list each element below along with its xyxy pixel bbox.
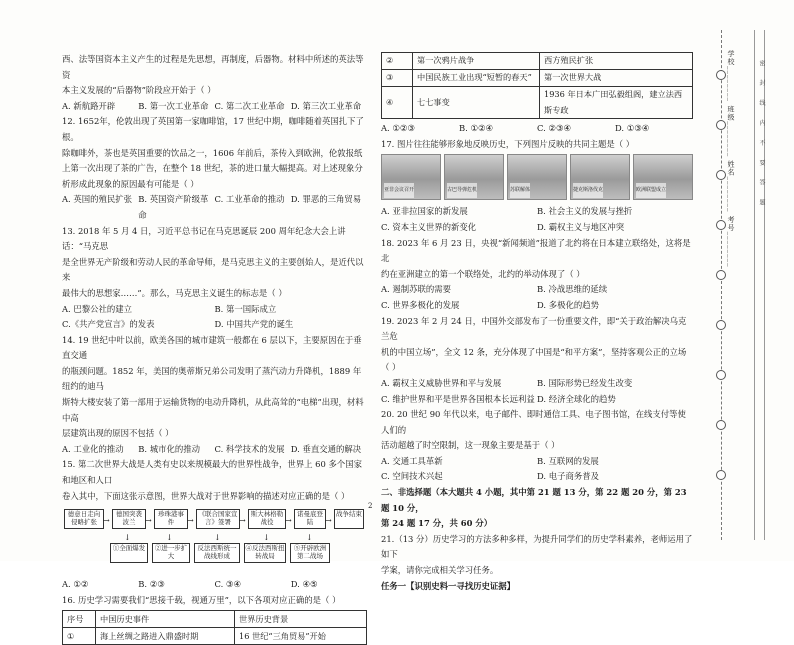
flow-box: 珍珠港事件 <box>154 509 188 529</box>
option: B. 社会主义的发展与挫折 <box>537 206 633 217</box>
flow-box: 斯大林格勒战役 <box>248 509 286 529</box>
q16-options <box>381 121 693 137</box>
arrow-icon: → <box>103 516 110 526</box>
historical-photo <box>507 154 567 200</box>
flow-result-box: ②进一步扩大 <box>152 543 190 563</box>
q12-text-line: 上第一次出现了茶的广告，在整个 18 世纪，茶的进口量大幅提高。对上述现象分 <box>62 163 363 174</box>
photo-caption: 捷克斯洛伐克 <box>573 183 603 199</box>
q11-text-line: 本主义发展的“后器物”阶段应开始于（ ） <box>62 85 216 96</box>
table-cell: 海上丝绸之路进入鼎盛时期 <box>96 628 235 645</box>
table-cell: ② <box>382 53 413 70</box>
option: D. 中国共产党的诞生 <box>214 319 294 330</box>
photo-caption: 欧洲联盟成立 <box>636 183 666 199</box>
historical-photo <box>633 154 693 200</box>
option: A. ①②③ <box>381 123 415 134</box>
q13-text-line: 是全世界无产阶级和劳动人民的革命导师，是马克思主义的主要创始人，是近代以来 <box>62 256 364 283</box>
q21-text-line: 学案，请你完成相关学习任务。 <box>381 565 499 576</box>
binding-hole-icon <box>716 420 726 430</box>
table-cell: ① <box>63 628 96 645</box>
q19-options <box>381 376 693 407</box>
option: C. 资本主义世界的新变化 <box>381 221 477 232</box>
option: A. ①② <box>62 579 89 590</box>
binding-hole-icon <box>716 270 726 280</box>
arrow-down-icon: ↓ <box>306 533 313 543</box>
q16-table-continued <box>381 52 693 119</box>
flow-box: 德意日走向侵略扩张 <box>64 509 104 529</box>
q18-options <box>381 282 693 313</box>
q16-table <box>62 610 367 645</box>
left-column <box>62 52 367 645</box>
option: A. 工业化的推动 <box>62 443 124 454</box>
table-cell: 七七事变 <box>413 87 540 119</box>
photo-caption: 苏联解体 <box>510 183 530 199</box>
q14-text-line: 斯特大楼安装了第一部用于运输货物的电动升降机，从此高耸的“电梯”出现，材料中高 <box>62 397 364 423</box>
option: B. 冷战思维的延续 <box>537 284 608 295</box>
option: D. 第三次工业革命 <box>290 100 362 111</box>
q18-text-line: 约在亚洲建立的第一个联络处，北约的举动体现了（ ） <box>381 268 585 279</box>
arrow-icon: → <box>239 516 246 526</box>
table-cell: 第一次世界大战 <box>540 70 693 87</box>
q14-text-line: 层建筑出现的原因不包括（ ） <box>62 428 174 439</box>
table-header-cell: 序号 <box>63 611 96 628</box>
flow-box: 战争结束 <box>334 509 364 529</box>
option: B. ①②④ <box>459 123 494 134</box>
option: A. 霸权主义威胁世界和平与发展 <box>381 377 502 388</box>
arrow-down-icon: ↓ <box>263 533 270 543</box>
option: D. ④⑤ <box>290 579 318 590</box>
seal-warning: 密 封 线 内 不 要 答 题 <box>758 60 765 212</box>
option: D. 垂直交通的解决 <box>290 443 362 454</box>
q20-options <box>381 454 693 485</box>
option: B. 第一次工业革命 <box>138 100 209 111</box>
margin-line <box>754 30 755 540</box>
q15-text-line: 15. 第二次世界大战是人类有史以来规模最大的世界性战争，世界上 60 多个国家和地区和人口 <box>62 459 362 486</box>
q18-text-line: 18. 2023 年 6 月 23 日，央视“新闻频道”报道了北约将在日本建立联络处，这将是北 <box>381 237 691 264</box>
arrow-down-icon: ↓ <box>124 533 131 543</box>
student-info-labels: 学校________ 班级________ 姓名________ 考号________ <box>727 50 735 268</box>
binding-hole-icon <box>716 170 726 180</box>
option: D. 经济全球化的趋势 <box>537 393 616 404</box>
table-row <box>382 87 693 119</box>
option: D. 多极化的趋势 <box>537 299 599 310</box>
option: C. 空间技术兴起 <box>381 471 443 482</box>
arrow-icon: → <box>187 516 194 526</box>
binding-hole-icon <box>716 70 726 80</box>
arrow-icon: → <box>325 516 332 526</box>
q12-text-line: 12. 1652年，伦敦出现了英国第一家咖啡馆，17 世纪中期，咖啡随着英国扎下了根。 <box>62 116 364 142</box>
option: C. 工业革命的推动 <box>214 194 285 205</box>
q17-options <box>381 204 693 235</box>
q16-text-line: 16. 历史学习需要我们“思接千载，视通万里”，以下各项对应正确的是（ ） <box>62 594 341 605</box>
table-row <box>63 628 367 645</box>
option: B. ②③ <box>138 579 165 590</box>
seal-line <box>721 30 722 540</box>
table-header-row <box>63 611 367 628</box>
section-title: 第 24 题 17 分，共 60 分） <box>381 518 493 529</box>
table-row <box>382 53 693 70</box>
ww2-flow-diagram <box>62 507 367 573</box>
task-heading: 任务一【识别史料一寻找历史证据】 <box>381 580 515 591</box>
q12-options <box>62 192 367 223</box>
q11-text-line: 西、法等国资本主义产生的过程是先思想，再制度，后器物。材料中所述的英法等资 <box>62 54 364 80</box>
q14-text-line: 14. 19 世纪中叶以前，欧美各国的城市建筑一般都在 6 层以下，主要原因在于垂直交通 <box>62 334 362 361</box>
option: A. 新航路开辟 <box>62 100 116 111</box>
historical-photo <box>570 154 630 200</box>
historical-photo <box>381 154 441 200</box>
option: C. 维护世界和平是世界各国根本长远利益 <box>381 393 535 404</box>
option: B. 互联网的发展 <box>537 455 599 466</box>
q12-text-line: 析形成此现象的原因最有可能是（ ） <box>62 178 199 189</box>
flow-box: 诺曼底登陆 <box>294 509 326 529</box>
option: C. 世界多极化的发展 <box>381 299 460 310</box>
flow-result-box: 反法西斯统一战线形成 <box>194 543 240 563</box>
binding-hole-icon <box>716 320 726 330</box>
option: C. ③④ <box>214 579 241 590</box>
arrow-down-icon: ↓ <box>214 533 221 543</box>
page-number: 2 <box>368 502 373 510</box>
flow-result-box: ④反法西斯扭转战局 <box>244 543 286 563</box>
q20-text-line: 20. 20 世纪 90 年代以来，电子邮件、即时通信工具、电子图书馆，在线支付等使人们的 <box>381 409 686 435</box>
table-row <box>382 70 693 87</box>
q19-text-line: 19. 2023 年 2 月 24 日，中国外交部发布了一份重要文件，即“关于政治解决乌克兰危 <box>381 315 687 342</box>
section-title: 二、非选择题（本大题共 4 小题，其中第 21 题 13 分，第 22 题 20 分，第 23 题 10 分， <box>381 487 687 513</box>
option: B. 国际形势已经发生改变 <box>537 377 633 388</box>
q14-text-line: 的瓶颈问题。1852 年，美国的奥蒂斯兄弟公司发明了蒸汽动力升降机，1889 年纽约的迪马 <box>62 365 362 392</box>
flow-result-box: ⑤开辟欧洲第二战场 <box>290 543 330 563</box>
option: A. 交通工具革新 <box>381 455 443 466</box>
q13-text-line: 13. 2018 年 5 月 4 日，习近平总书记在马克思诞辰 200 周年纪念大会上讲话：“马克思 <box>62 225 346 252</box>
q19-text-line: 机的中国立场”，全文 12 条，充分体现了中国是“和平方案”，坚持客观公正的立场（ ） <box>381 346 687 373</box>
flow-result-box: ①全面爆发 <box>110 543 148 563</box>
table-cell: 1936 年日本广田弘毅组阁，建立法西斯专政 <box>540 87 693 119</box>
q21-text-line: 21.（13 分）历史学习的方法多种多样，为提升同学们的历史学科素养，老师运用了如下 <box>381 533 693 560</box>
q11-options <box>62 99 367 115</box>
q14-options <box>62 442 367 458</box>
flow-box: 《联合国家宣言》签署 <box>196 509 240 529</box>
historical-photo <box>444 154 504 200</box>
table-cell: ④ <box>382 87 413 119</box>
option: D. 霸权主义与地区冲突 <box>537 221 625 232</box>
table-cell: ③ <box>382 70 413 87</box>
table-header-cell: 世界历史背景 <box>235 611 367 628</box>
photo-caption: 亚非会议召开 <box>384 183 414 199</box>
option: C.《共产党宣言》的发表 <box>62 319 155 330</box>
arrow-down-icon: ↓ <box>166 533 173 543</box>
binding-hole-icon <box>716 470 726 480</box>
q17-photo-strip <box>381 154 693 200</box>
option: B. 城市化的推动 <box>138 443 200 454</box>
option: D. ①③④ <box>615 123 650 134</box>
option: B. 第一国际成立 <box>214 303 277 314</box>
option: B. 英国资产阶级革命 <box>138 194 209 220</box>
binding-hole-icon <box>716 370 726 380</box>
option: A. 巴黎公社的建立 <box>62 303 132 314</box>
q13-text-line: 最伟大的思想家……”。那么，马克思主义诞生的标志是（ ） <box>62 287 287 298</box>
q12-text-line: 除咖啡外，茶也是英国重要的饮品之一，1606 年前后，茶传入到欧洲，伦敦报纸 <box>62 147 363 158</box>
option: A. 亚非拉国家的新发展 <box>381 206 468 217</box>
binding-hole-icon <box>716 220 726 230</box>
table-cell: 第一次鸦片战争 <box>413 53 540 70</box>
right-column <box>381 52 693 594</box>
q17-text-line: 17. 图片往往能够形象地反映历史，下列图片反映的共同主题是（ ） <box>381 138 635 149</box>
q15-options <box>62 577 367 593</box>
q13-options <box>62 302 367 333</box>
option: D. 罪恶的三角贸易 <box>290 194 362 205</box>
table-cell: 西方殖民扩张 <box>540 53 693 70</box>
option: A. 英国的殖民扩张 <box>62 194 132 205</box>
q15-text-line: 卷入其中，下面这张示意图，世界大战对于世界影响的描述对应正确的是（ ） <box>62 490 350 501</box>
option: A. 遏制苏联的需要 <box>381 284 451 295</box>
arrow-icon: → <box>145 516 152 526</box>
option: C. 第二次工业革命 <box>214 100 285 111</box>
photo-caption: 古巴导弹危机 <box>447 183 477 199</box>
table-cell: 中国民族工业出现“短暂的春天” <box>413 70 540 87</box>
q20-text-line: 活动超越了时空限制，这一现象主要是基于（ ） <box>381 440 560 451</box>
flow-box: 德国突袭波兰 <box>112 509 146 529</box>
option: C. ②③④ <box>537 123 571 134</box>
binding-hole-icon <box>716 120 726 130</box>
option: D. 电子商务普及 <box>537 471 599 482</box>
option: C. 科学技术的发展 <box>214 443 285 454</box>
table-header-cell: 中国历史事件 <box>96 611 235 628</box>
table-cell: 16 世纪“三角贸易”开始 <box>235 628 367 645</box>
arrow-icon: → <box>285 516 292 526</box>
